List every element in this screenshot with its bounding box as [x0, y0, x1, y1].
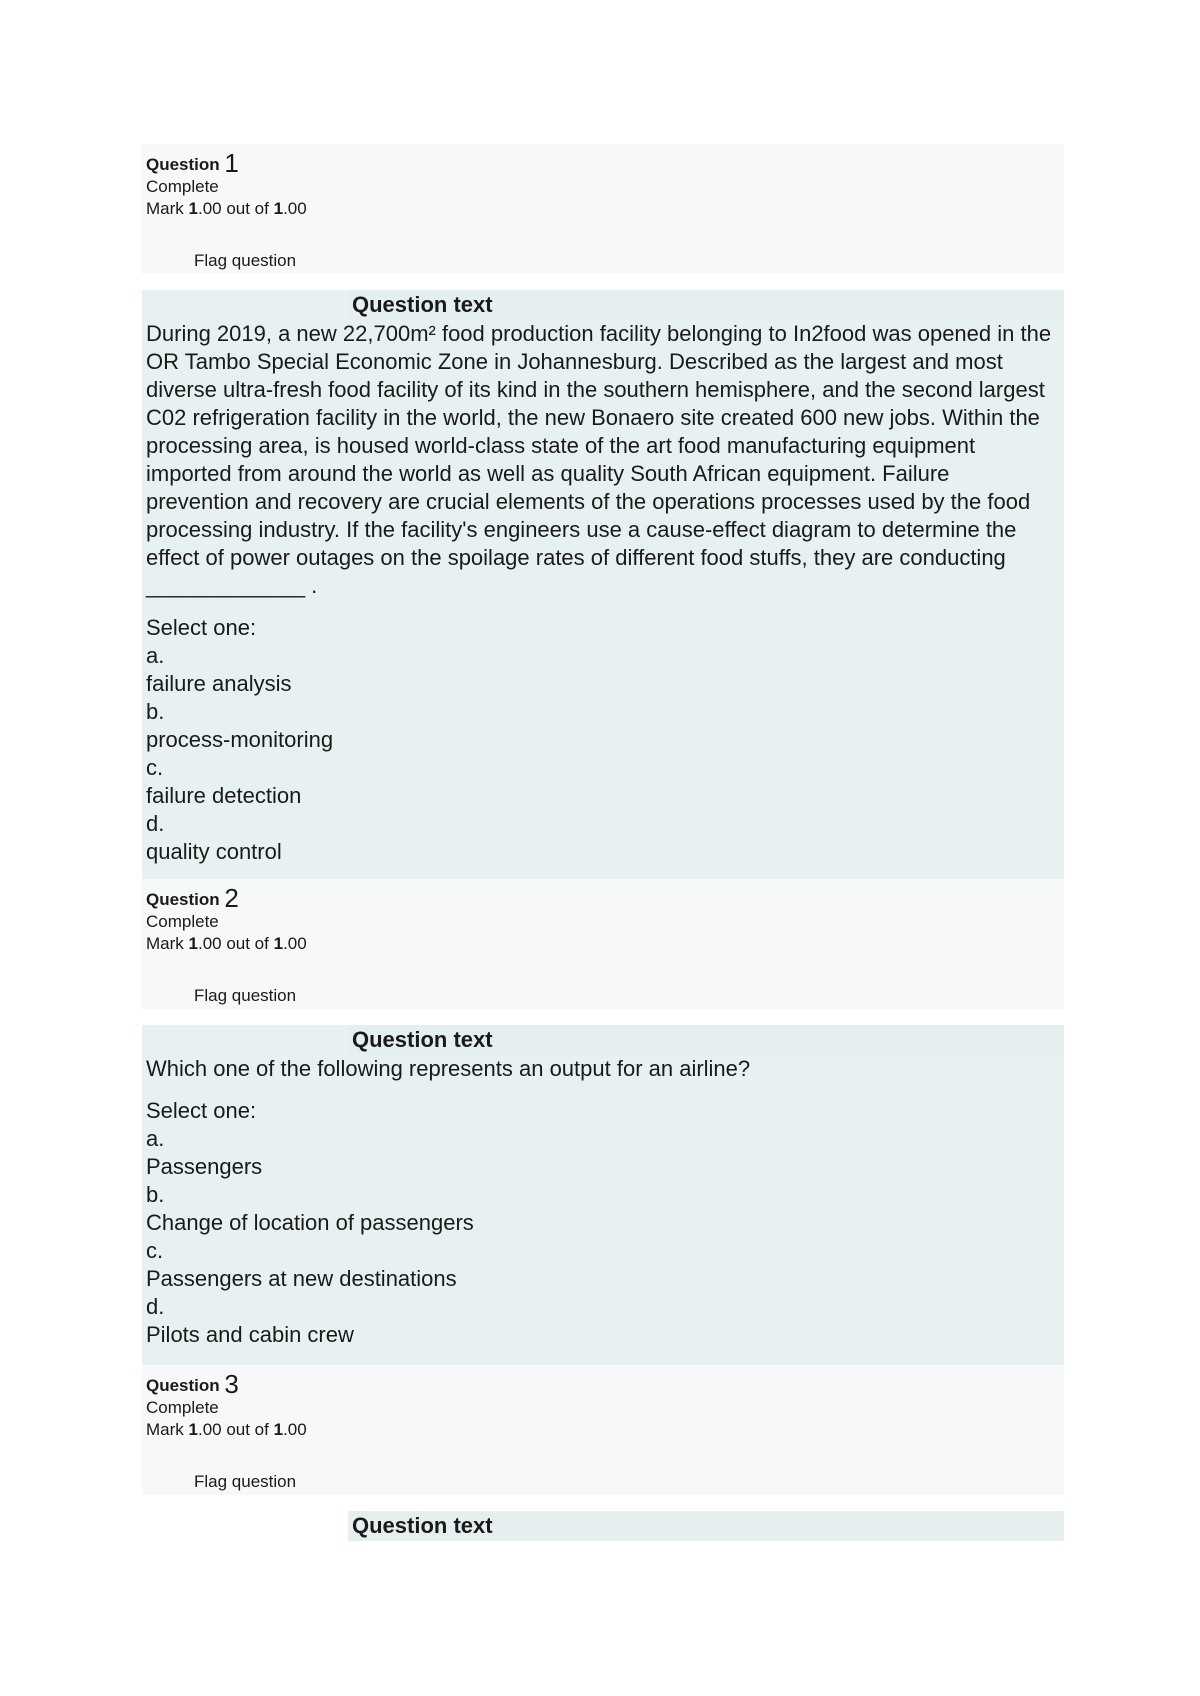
question-text-heading: Question text [348, 1025, 1064, 1055]
answer-text: Change of location of passengers [146, 1210, 474, 1235]
answer-letter: d. [146, 811, 165, 836]
answer-option[interactable] [146, 698, 1064, 754]
answer-text: process-monitoring [146, 727, 334, 752]
flag-question-link[interactable]: Flag question [194, 1472, 297, 1491]
question-info [142, 879, 1064, 1009]
question-text-heading: Question text [348, 290, 1064, 320]
question-text-heading: Question text [348, 1511, 1064, 1541]
question-text: Which one of the following represents an output for an airline? [146, 1056, 751, 1081]
answer-option[interactable] [146, 754, 1064, 810]
answer-letter: a. [146, 1126, 165, 1151]
question-number-value: 1 [224, 148, 239, 178]
answer-text: failure analysis [146, 671, 292, 696]
answer-option[interactable] [146, 810, 1064, 866]
answer-letter: b. [146, 1182, 165, 1207]
answer-letter: d. [146, 1294, 165, 1319]
question-state: Complete [146, 912, 219, 931]
answer-text: Passengers [146, 1154, 263, 1179]
question-text: During 2019, a new 22,700m² food production facility belonging to In2food was opened in the OR Tambo Special Economic Zone in Johannesburg. Described as the largest and most diverse ultra-fresh food facility of its kind in the southern hemisphere, and the second largest C02 refrigeration facility in the world, the new Bonaero site created 600 new jobs. Within the processing area, is housed world-class state of the art food manufacturing equipment imported from around the world as well as quality South African equipment. Failure prevention and recovery are crucial elements of the operations processes used by the food processing industry. If the facility's engineers use a cause-effect diagram to determine the effect of power outages on the spoilage rates of different food stuffs, they are conducting _____________ . [146, 321, 1052, 598]
answer-text: quality control [146, 839, 282, 864]
answer-text: Pilots and cabin crew [146, 1322, 354, 1347]
answer-letter: b. [146, 699, 165, 724]
question-label: Question [146, 1376, 220, 1395]
question-grade: Mark 1.00 out of 1.00 [146, 199, 307, 218]
question-number [146, 144, 1064, 176]
question-number-value: 3 [224, 1369, 239, 1399]
select-one-prompt: Select one: [146, 615, 257, 640]
question-state: Complete [146, 177, 219, 196]
answer-letter: c. [146, 755, 164, 780]
select-one-prompt: Select one: [146, 1098, 257, 1123]
question-formulation [142, 1025, 1064, 1365]
answer-option[interactable] [146, 1125, 1064, 1181]
answer-option[interactable] [146, 1181, 1064, 1237]
question-formulation [142, 290, 1064, 879]
question-info [142, 1365, 1064, 1495]
question-number [146, 1365, 1064, 1397]
answer-text: Passengers at new destinations [146, 1266, 457, 1291]
question-number-value: 2 [224, 883, 239, 913]
answer-letter: c. [146, 1238, 164, 1263]
question-label: Question [146, 155, 220, 174]
answer-letter: a. [146, 643, 165, 668]
flag-question-link[interactable]: Flag question [194, 986, 297, 1005]
answer-option[interactable] [146, 642, 1064, 698]
question-number [146, 879, 1064, 911]
question-grade: Mark 1.00 out of 1.00 [146, 1420, 307, 1439]
answer-text: failure detection [146, 783, 302, 808]
answer-option[interactable] [146, 1237, 1064, 1293]
flag-question-link[interactable]: Flag question [194, 251, 297, 270]
question-label: Question [146, 890, 220, 909]
question-info [142, 144, 1064, 274]
question-state: Complete [146, 1398, 219, 1417]
answer-option[interactable] [146, 1293, 1064, 1349]
question-grade: Mark 1.00 out of 1.00 [146, 934, 307, 953]
